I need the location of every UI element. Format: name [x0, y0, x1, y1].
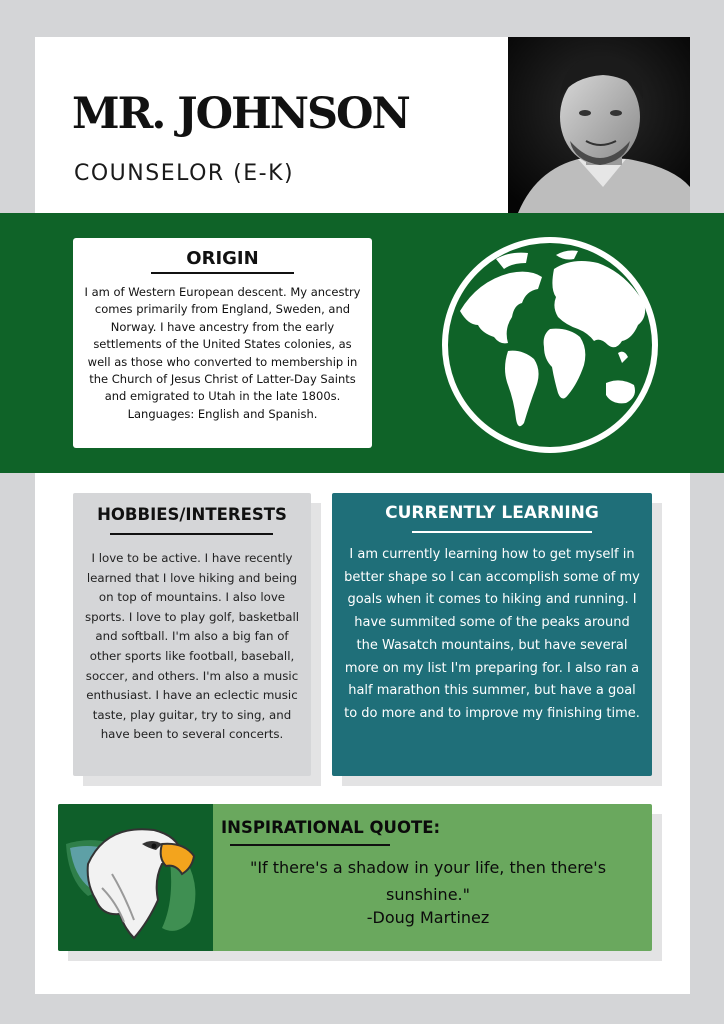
quote-author: -Doug Martinez	[366, 908, 490, 927]
quote-title: INSPIRATIONAL QUOTE:	[221, 818, 441, 837]
hobbies-card	[73, 493, 311, 776]
origin-divider	[151, 272, 294, 274]
origin-title: ORIGIN	[186, 248, 259, 269]
globe-icon	[438, 233, 662, 457]
portrait-photo	[508, 37, 690, 213]
teacher-name: MR. JOHNSON	[72, 89, 409, 139]
learning-text: I am currently learning how to get myself in better shape so I can accomplish some of my goals when it comes to hiking and running. I have summited some of the peaks around the Wasatch mountains, but have several more on my list I'm preparing for. I also ran a half marathon this summer, but have a goal to do more and to improve my finishing time.	[344, 547, 640, 721]
origin-text: I am of Western European descent. My ancestry comes primarily from England, Sweden, and Norway. I have ancestry from the early settlements of the United States colonies, as well as those who converted to membership in the Church of Jesus Christ of Latter-Day Saints and emigrated to Utah in the late 1800s. Languages: English and Spanish.	[84, 285, 361, 421]
quote-divider	[230, 844, 390, 846]
learning-title: CURRENTLY LEARNING	[385, 503, 599, 523]
hobbies-title: HOBBIES/INTERESTS	[97, 505, 287, 524]
quote-card	[58, 804, 652, 951]
teacher-role: COUNSELOR (E-K)	[74, 161, 295, 186]
hobbies-divider	[110, 533, 273, 535]
learning-divider	[412, 531, 592, 533]
learning-card	[332, 493, 652, 776]
quote-text: "If there's a shadow in your life, then there's sunshine."	[249, 858, 607, 904]
origin-card	[73, 238, 372, 448]
eagle-mascot-icon	[58, 804, 213, 951]
hobbies-text: I love to be active. I have recently learned that I love hiking and being on top of mountains. I also love sports. I love to play golf, basketball and softball. I'm also a big fan of other sports like football, baseball, soccer, and others. I'm also a music enthusiast. I have an eclectic music taste, play guitar, try to sing, and have been to several concerts.	[84, 551, 300, 742]
